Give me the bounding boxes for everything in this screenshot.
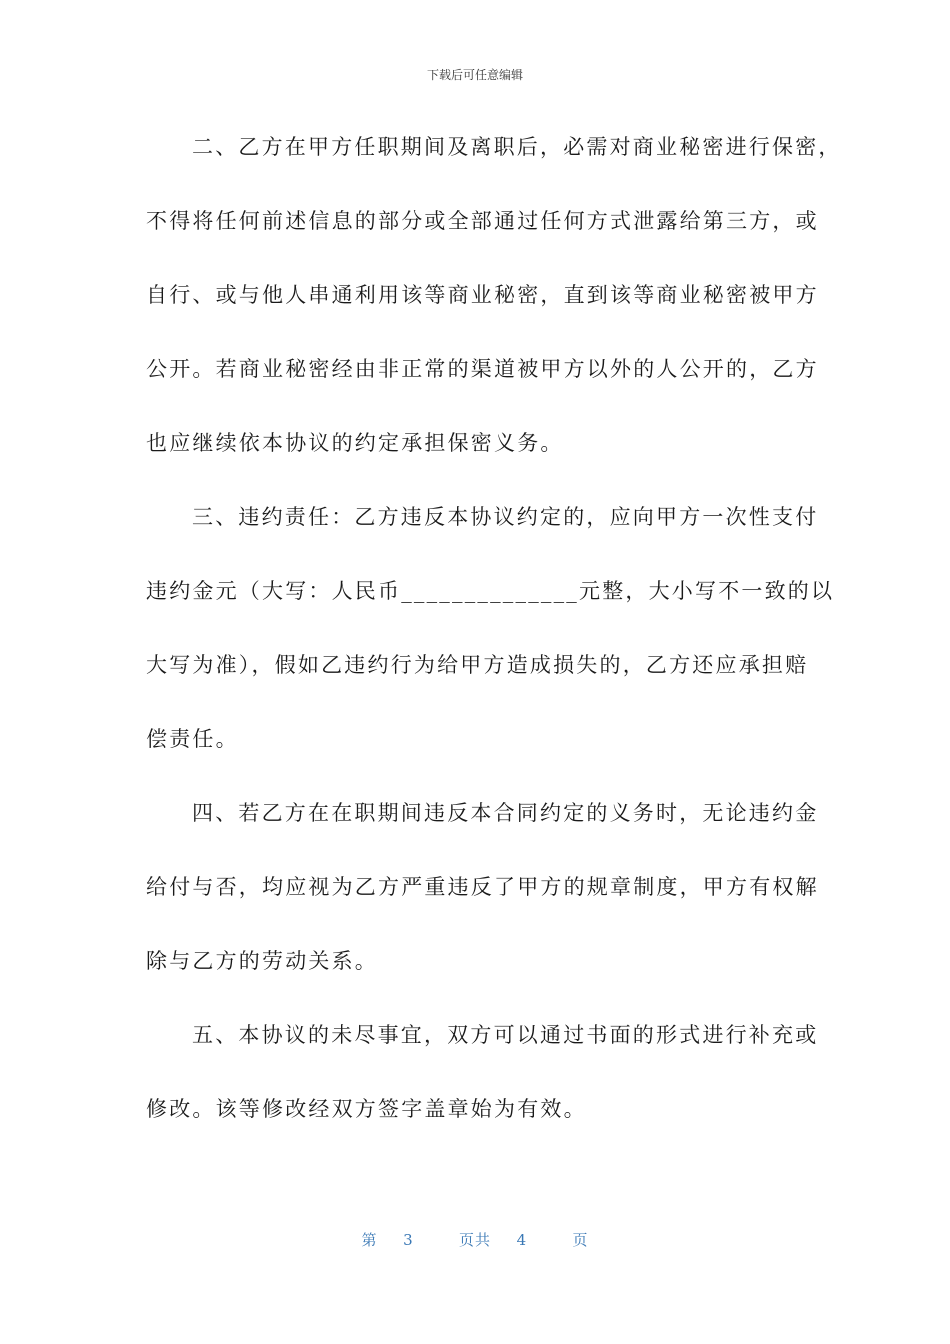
paragraph-5-line-1: 五、本协议的未尽事宜，双方可以通过书面的形式进行补充或 [192,1023,819,1047]
total-page-number: 4 [516,1231,528,1249]
paragraph-2-line-2: 不得将任何前述信息的部分或全部通过任何方式泄露给第三方，或 [146,209,819,233]
paragraph-5-line-2: 修改。该等修改经双方签字盖章始为有效。 [146,1097,587,1121]
paragraph-3-line-3: 大写为准），假如乙违约行为给甲方造成损失的，乙方还应承担赔 [146,653,809,677]
paragraph-3-line-4: 偿责任。 [146,727,239,751]
paragraph-2-line-5: 也应继续依本协议的约定承担保密义务。 [146,431,564,455]
paragraph-2-line-1: 二、乙方在甲方任职期间及离职后，必需对商业秘密进行保密， [192,135,842,159]
footer-prefix: 第 [361,1231,378,1249]
page-header: 下载后可任意编辑 [426,68,523,82]
footer-middle: 页共 [458,1231,491,1249]
paragraph-2-line-3: 自行、或与他人串通利用该等商业秘密，直到该等商业秘密被甲方 [146,283,819,307]
page-footer [0,1229,950,1250]
current-page-number: 3 [403,1231,414,1249]
paragraph-3-line-1: 三、违约责任：乙方违反本协议约定的，应向甲方一次性支付 [192,505,819,529]
paragraph-4-line-3: 除与乙方的劳动关系。 [146,949,378,973]
paragraph-2-line-4: 公开。若商业秘密经由非正常的渠道被甲方以外的人公开的，乙方 [146,357,819,381]
document-body [146,126,842,1162]
paragraph-4-line-2: 给付与否，均应视为乙方严重违反了甲方的规章制度，甲方有权解 [146,875,819,899]
footer-suffix: 页 [572,1231,589,1249]
paragraph-4-line-1: 四、若乙方在在职期间违反本合同约定的义务时，无论违约金 [192,801,819,825]
paragraph-3-line-2: 违约金元（大写：人民币______________元整，大小写不一致的以 [146,579,835,603]
